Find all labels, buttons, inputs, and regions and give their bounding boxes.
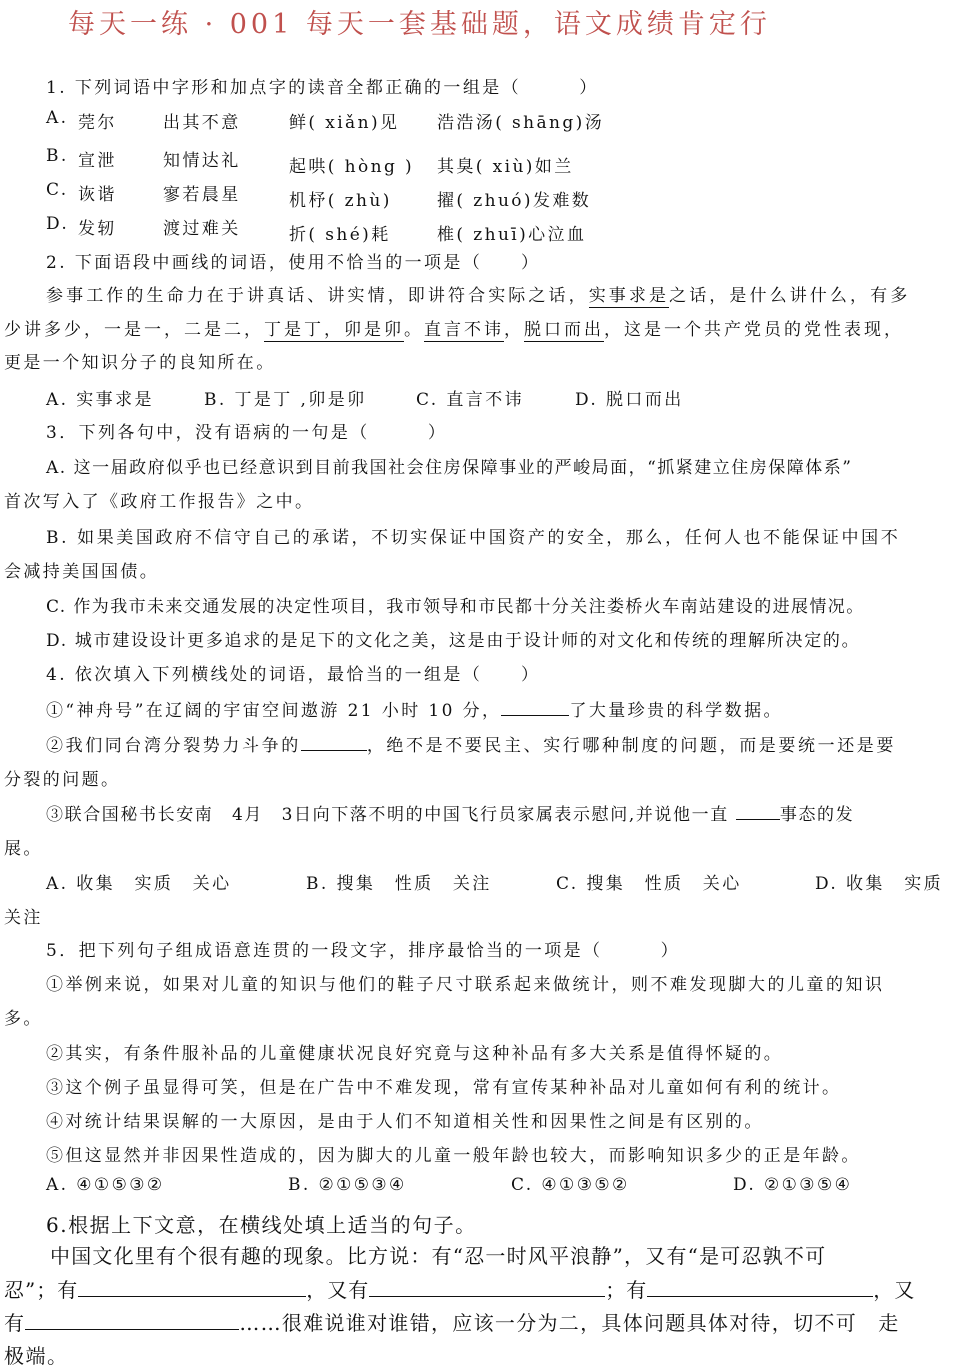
- q5-option-a: A. ④①⑤③②: [46, 1175, 165, 1195]
- q5-sentence-1-cont: 多。: [4, 1009, 43, 1029]
- q1-row-c-word4: 擢( zhuó)发难数: [437, 191, 592, 211]
- q3-stem: 3．下列各句中，没有语病的一句是（ ）: [46, 423, 448, 443]
- q1-row-c-word2: 寥若晨星: [163, 185, 241, 205]
- q5-sentence-1: ①举例来说，如果对儿童的知识与他们的鞋子尺寸联系起来做统计，则不难发现脚大的儿童的知识: [46, 975, 885, 995]
- q1-stem: 1. 下列词语中字形和加点字的读音全都正确的一组是（ ）: [46, 78, 599, 98]
- q2-stem: 2. 下面语段中画线的词语，使用不恰当的一项是（ ）: [46, 253, 541, 273]
- q1-row-a-word4: 浩浩汤( shāng)汤: [437, 113, 605, 133]
- q6-line2: [4, 1274, 915, 1303]
- q3-option-d: D. 城市建设设计更多追求的是足下的文化之美，这是由于设计师的对文化和传统的理解所决定的。: [46, 631, 861, 651]
- q4-stem: 4. 依次填入下列横线处的词语，最恰当的一组是（ ）: [46, 665, 541, 685]
- q1-row-c-word3: 机杼( zhù): [289, 191, 392, 211]
- q5-sentence-5: ⑤但这显然并非因果性造成的，因为脚大的儿童一般年龄也较大，而影响知识多少的正是年龄。: [46, 1146, 861, 1166]
- q6-line4: 极端。: [4, 1344, 69, 1368]
- q4-blank-2[interactable]: [301, 749, 367, 751]
- q4-option-d: D. 收集 实质: [815, 874, 944, 894]
- q4-text: 事态的发: [779, 805, 855, 825]
- q4-option-a: A. 收集 实质 关心: [46, 874, 232, 894]
- q4-text: ，绝不是不要民主、实行哪种制度的问题，而是要统一还是要: [366, 736, 897, 756]
- q2-underlined-term-2: 丁是丁，卯是卯: [264, 320, 404, 340]
- q5-stem: 5．把下列句子组成语意连贯的一段文字，排序最恰当的一项是（ ）: [46, 941, 681, 961]
- q6-blank-2[interactable]: [369, 1295, 605, 1297]
- q5-sentence-4: ④对统计结果误解的一大原因，是由于人们不知道相关性和因果性之间是有区别的。: [46, 1112, 764, 1132]
- q2-text: 之话，是什么讲什么，有多: [669, 286, 911, 306]
- q1-row-a-word3: 鲜( xiǎn)见: [289, 113, 400, 133]
- q4-sentence-2: [46, 731, 896, 756]
- q6-stem: 6.根据上下文意，在横线处填上适当的句子。: [46, 1213, 477, 1237]
- q1-row-c-word1: 诙谐: [78, 185, 117, 205]
- page-title: 每天一练 · 001 每天一套基础题，语文成绩肯定行: [68, 9, 771, 40]
- q6-text: ；有: [605, 1278, 648, 1302]
- q2-passage-line3: 更是一个知识分子的良知所在。: [4, 353, 276, 373]
- q1-row-d-word4: 椎( zhuī)心泣血: [437, 225, 587, 245]
- q4-option-b: B. 搜集 性质 关注: [306, 874, 492, 894]
- q1-row-a-label: A.: [46, 108, 69, 128]
- q1-row-b-word2: 知情达礼: [163, 151, 241, 171]
- q1-row-d-word3: 折( shé)耗: [289, 225, 391, 245]
- q4-sentence-1: [46, 696, 783, 721]
- q2-passage-line2: [4, 315, 904, 340]
- q6-text: 有: [4, 1311, 26, 1335]
- q3-option-a-line1: A. 这一届政府似乎也已经意识到目前我国社会住房保障事业的严峻局面，“抓紧建立住房保障体系”: [46, 458, 853, 478]
- q6-text: ，又: [873, 1278, 916, 1302]
- q5-sentence-2: ②其实，有条件服补品的儿童健康状况良好究竟与这种补品有多大关系是值得怀疑的。: [46, 1044, 784, 1064]
- q1-row-a-word2: 出其不意: [163, 113, 241, 133]
- q1-row-d-word2: 渡过难关: [163, 219, 241, 239]
- q2-text: 。: [404, 320, 424, 340]
- q4-text: ②我们同台湾分裂势力斗争的: [46, 736, 301, 756]
- q1-row-b-word4: 其臭( xiù)如兰: [437, 157, 574, 177]
- q6-blank-4[interactable]: [25, 1328, 239, 1330]
- q2-underlined-term-1: 实事求是: [588, 286, 670, 306]
- q6-text: 忍”；有: [4, 1278, 79, 1302]
- q2-underlined-term-3: 直言不讳: [424, 320, 504, 340]
- q4-text: 了大量珍贵的科学数据。: [569, 701, 783, 721]
- q6-blank-3[interactable]: [647, 1295, 873, 1297]
- q2-option-c: C. 直言不讳: [416, 390, 525, 410]
- q2-option-a: A. 实事求是: [46, 390, 154, 410]
- q4-sentence-3: [46, 800, 854, 825]
- q2-option-b: B. 丁是丁 ,卯是卯: [204, 390, 367, 410]
- q1-row-d-word1: 发轫: [78, 219, 117, 239]
- q2-text: ，这是一个共产党员的党性表现，: [604, 320, 904, 340]
- q3-option-c: C. 作为我市未来交通发展的决定性项目，我市领导和市民都十分关注娄桥火车南站建设的进展情况。: [46, 597, 865, 617]
- q6-line1: 中国文化里有个很有趣的现象。比方说：有“忍一时风平浪静”，又有“是可忍孰不可: [50, 1244, 827, 1268]
- q4-sentence-3-cont: 展。: [4, 839, 43, 859]
- q2-text: 少讲多少，一是一，二是二，: [4, 320, 264, 340]
- q4-blank-1[interactable]: [501, 714, 569, 716]
- q1-row-c-label: C.: [46, 180, 69, 200]
- q6-text: ……很难说谁对谁错，应该一分为二，具体问题具体对待，切不可 走: [239, 1311, 900, 1335]
- q5-option-c: C. ④①③⑤②: [511, 1175, 630, 1195]
- q1-row-d-label: D.: [46, 214, 70, 234]
- q5-option-d: D. ②①③⑤④: [733, 1175, 853, 1195]
- q2-text: 参事工作的生命力在于讲真话、讲实情，即讲符合实际之话，: [46, 286, 589, 306]
- q2-text: ，: [504, 320, 524, 340]
- q3-option-a-line2: 首次写入了《政府工作报告》之中。: [4, 492, 315, 512]
- q6-blank-1[interactable]: [78, 1295, 306, 1297]
- q4-option-d-cont: 关注: [4, 908, 43, 928]
- q3-option-b-line1: B. 如果美国政府不信守自己的承诺，不切实保证中国资产的安全，那么，任何人也不能保证中国不: [46, 528, 901, 548]
- q6-line3: [4, 1307, 900, 1336]
- q4-option-c: C. 搜集 性质 关心: [556, 874, 742, 894]
- q4-text: ③联合国秘书长安南 4月 3日向下落不明的中国飞行员家属表示慰问,并说他一直: [46, 805, 729, 825]
- q6-text: ，又有: [306, 1278, 370, 1302]
- q5-sentence-3: ③这个例子虽显得可笑，但是在广告中不难发现，常有宣传某种补品对儿童如何有利的统计。: [46, 1078, 842, 1098]
- q2-option-d: D. 脱口而出: [575, 390, 684, 410]
- q4-blank-3[interactable]: [736, 818, 780, 820]
- q1-row-b-label: B.: [46, 146, 69, 166]
- q4-text: ①“神舟号”在辽阔的宇宙空间遨游 21 小时 10 分，: [46, 701, 502, 721]
- q1-row-b-word3: 起哄( hòng ): [289, 157, 415, 177]
- q1-row-b-word1: 宣泄: [78, 151, 117, 171]
- q5-option-b: B. ②①⑤③④: [288, 1175, 407, 1195]
- q1-row-a-word1: 莞尔: [78, 113, 117, 133]
- q4-sentence-2-cont: 分裂的问题。: [4, 770, 121, 790]
- q2-passage-line1: [46, 281, 910, 306]
- q2-underlined-term-4: 脱口而出: [524, 320, 604, 340]
- q3-option-b-line2: 会减持美国国债。: [4, 562, 160, 582]
